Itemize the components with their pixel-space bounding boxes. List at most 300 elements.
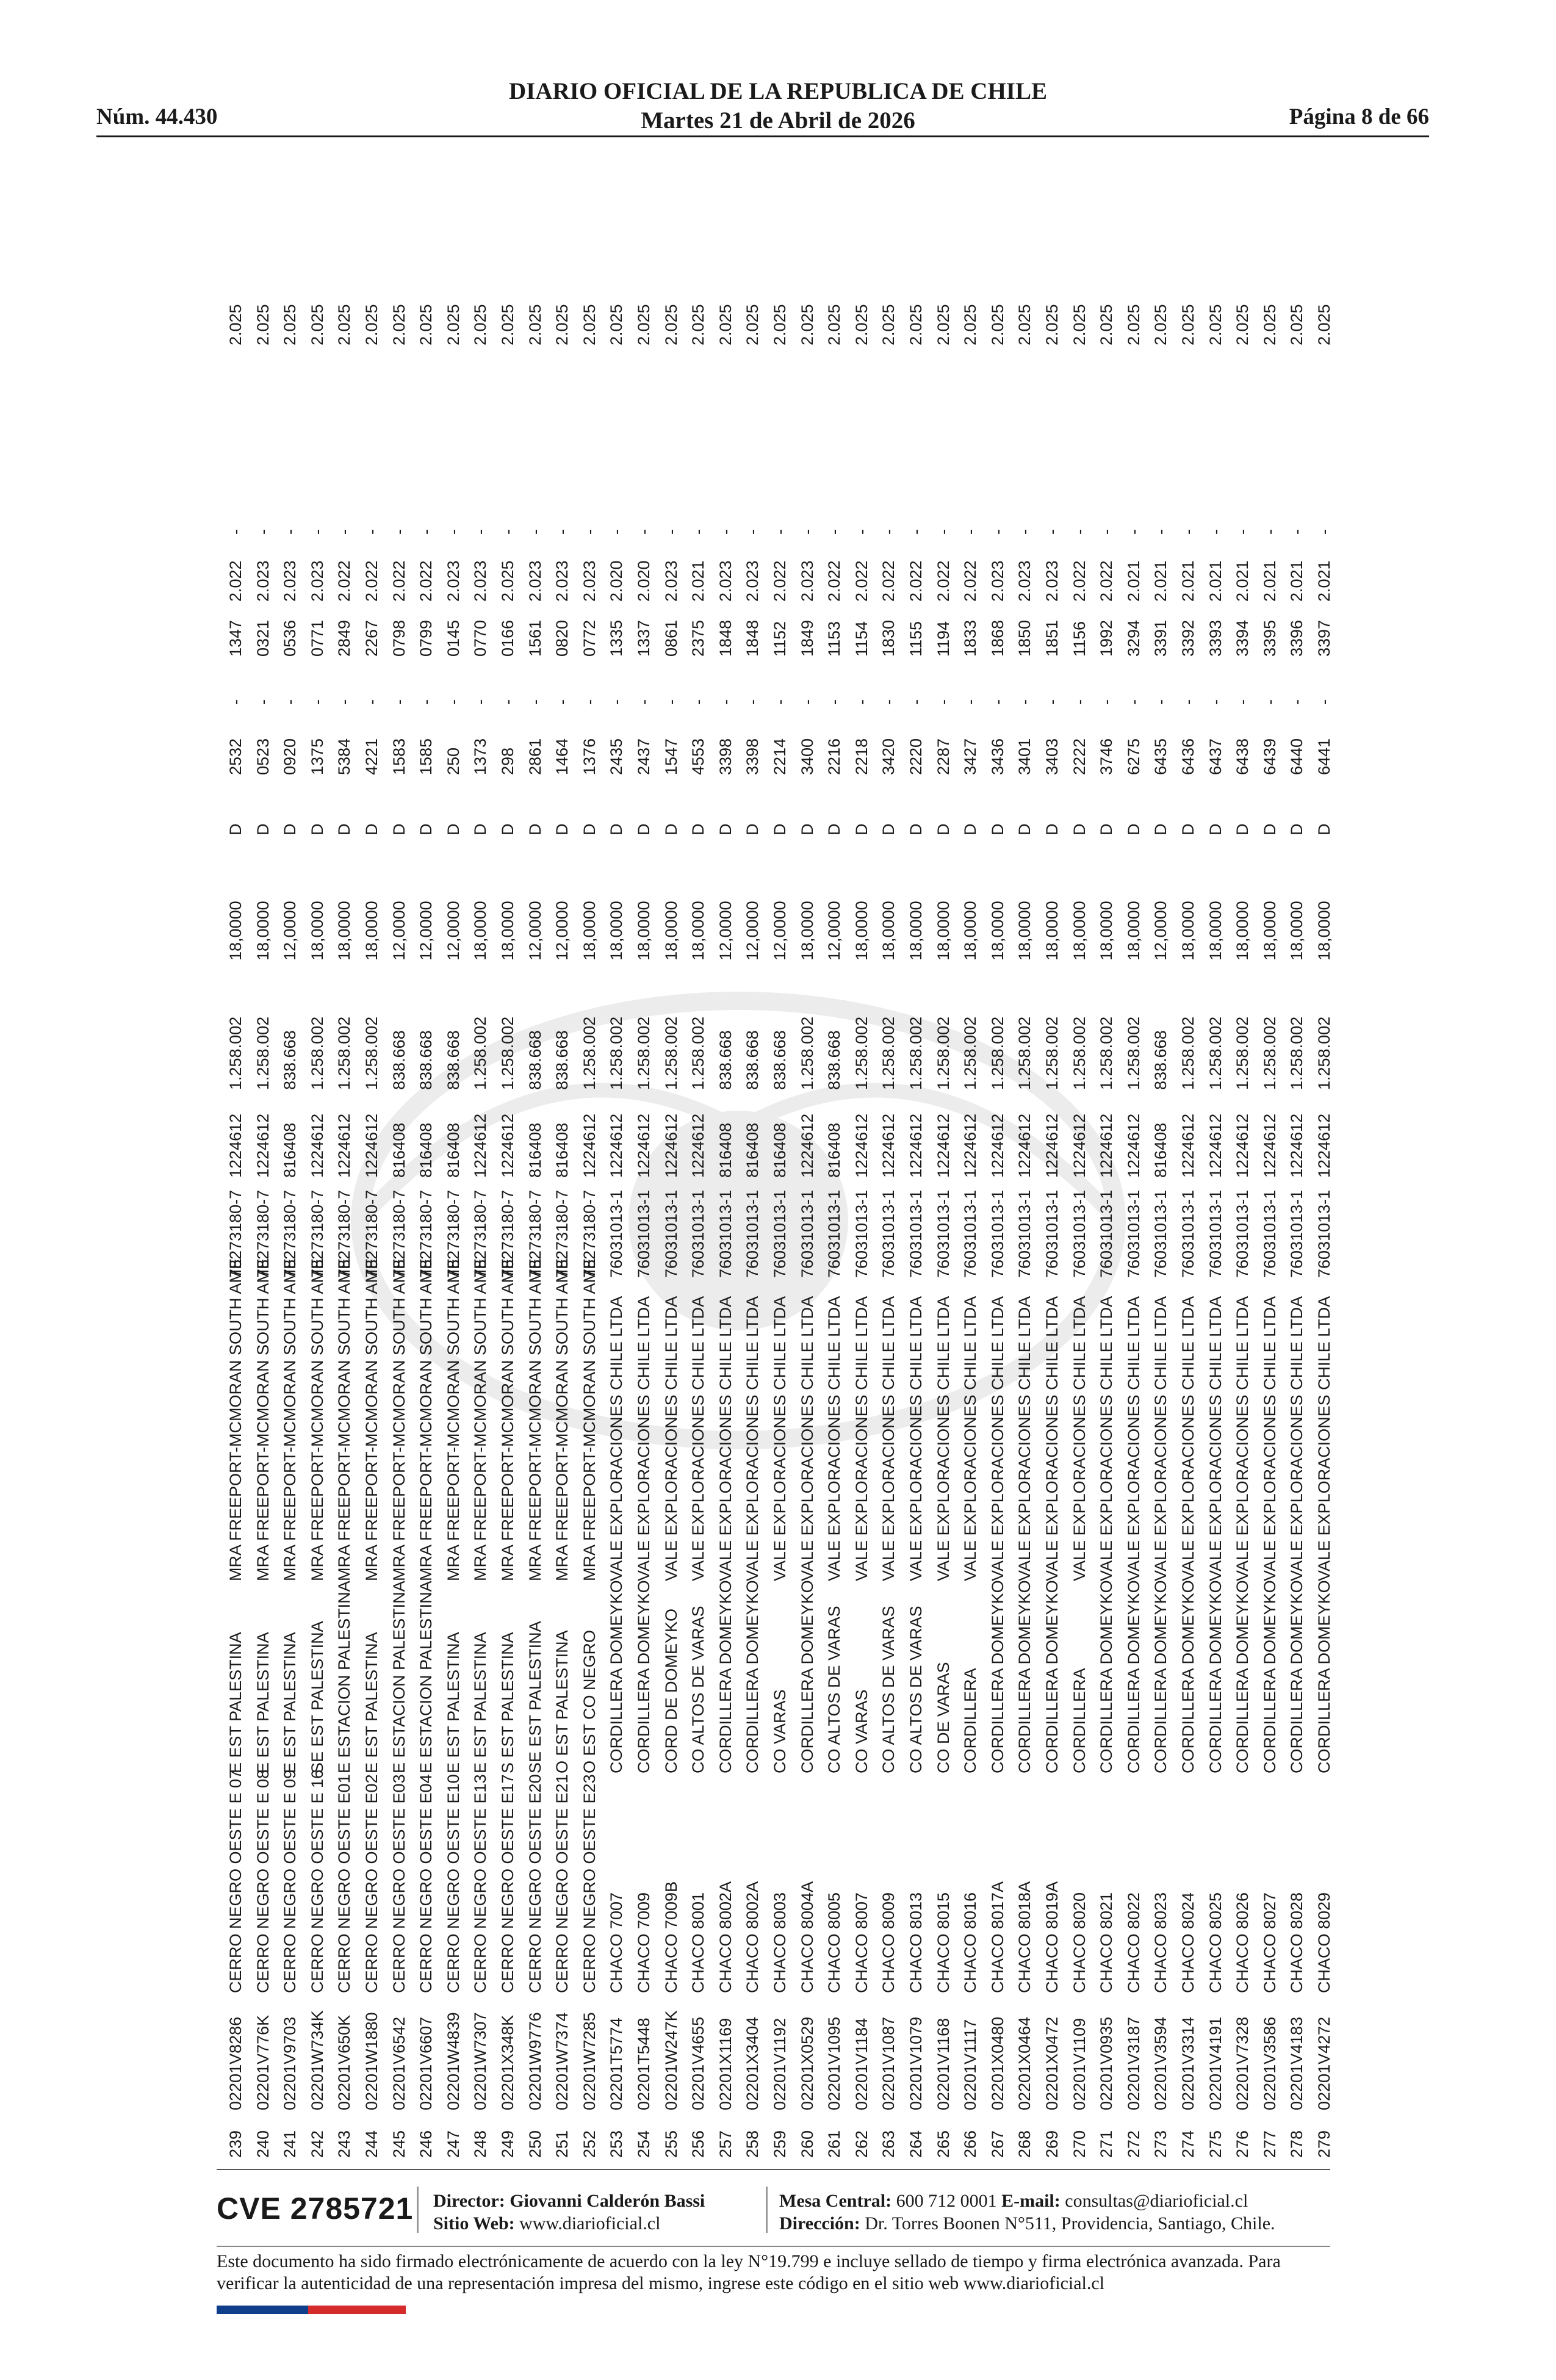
row-number: 247 bbox=[444, 2130, 463, 2158]
cve-code: CVE 2785721 bbox=[217, 2191, 414, 2226]
row-number: 276 bbox=[1233, 2130, 1252, 2158]
table-row bbox=[467, 205, 494, 2158]
record-year: 2.021 bbox=[1206, 560, 1225, 602]
amount-value: 1.258.002 bbox=[335, 1016, 354, 1090]
rol-code: 02201V4655 bbox=[689, 2016, 708, 2110]
dash: - bbox=[417, 699, 436, 705]
record-year: 2.022 bbox=[389, 560, 408, 602]
hectares-value: 1224612 bbox=[308, 1113, 326, 1178]
table-row bbox=[957, 205, 984, 2158]
hectares-value: 816408 bbox=[743, 1122, 762, 1178]
period-year: 2.025 bbox=[226, 304, 245, 345]
location: O EST PALESTINA bbox=[553, 1630, 572, 1773]
type-code: D bbox=[525, 823, 544, 835]
amount-value: 1.258.002 bbox=[661, 1016, 680, 1090]
record-year: 2.023 bbox=[253, 560, 272, 602]
location: SE EST PALESTINA bbox=[525, 1621, 544, 1773]
dash: - bbox=[907, 699, 925, 705]
type-code: D bbox=[362, 823, 381, 835]
owner-rut: 78273180-7 bbox=[499, 1189, 517, 1278]
rate-value: 12,0000 bbox=[553, 901, 572, 961]
director-label: Director: bbox=[433, 2191, 505, 2211]
record-number: 0772 bbox=[580, 619, 599, 657]
director-block bbox=[433, 2190, 705, 2235]
record-number: 3397 bbox=[1315, 619, 1333, 657]
year-number: 6441 bbox=[1315, 738, 1333, 775]
table-row bbox=[903, 205, 929, 2158]
amount-value: 838.668 bbox=[444, 1030, 463, 1090]
concession-name: CHACO 8019A bbox=[1043, 1881, 1061, 1993]
concession-name: CHACO 8029 bbox=[1315, 1892, 1333, 1993]
signature-notice: Este documento ha sido firmado electrónicamente de acuerdo con la ley N°19.799 e incluye sellado de tiempo y firma electrónica avanzada. Para verificar la autenticidad de una representación impresa del mismo, ingrese este código en el sitio web www.diarioficial.cl bbox=[217, 2251, 1281, 2293]
record-year: 2.020 bbox=[635, 560, 653, 602]
record-year: 2.021 bbox=[1260, 560, 1279, 602]
owner-name: MRA FREEPORT-MCMORAN SOUTH AME bbox=[553, 1258, 572, 1581]
rol-code: 02201V1192 bbox=[771, 2018, 789, 2110]
dash: - bbox=[253, 529, 272, 535]
concession-name: CHACO 8023 bbox=[1151, 1892, 1170, 1993]
type-code: D bbox=[499, 823, 517, 835]
record-number: 3294 bbox=[1124, 619, 1143, 657]
owner-name: VALE EXPLORACIONES CHILE LTDA bbox=[1260, 1296, 1279, 1581]
table-row bbox=[1257, 205, 1283, 2158]
amount-value: 838.668 bbox=[825, 1030, 844, 1090]
dash: - bbox=[1070, 699, 1089, 705]
location: E EST PALESTINA bbox=[471, 1632, 490, 1773]
table-row bbox=[603, 205, 630, 2158]
table-row bbox=[849, 205, 875, 2158]
rol-code: 02201V1184 bbox=[852, 2018, 871, 2110]
address-line bbox=[779, 2212, 1275, 2235]
table-row bbox=[304, 205, 331, 2158]
rate-value: 18,0000 bbox=[607, 901, 626, 961]
concession-name: CHACO 8004A bbox=[798, 1881, 816, 1993]
location: CORDILLERA DOMEYKO bbox=[1288, 1580, 1306, 1773]
phone-label: Mesa Central: bbox=[779, 2191, 892, 2211]
amount-value: 838.668 bbox=[743, 1030, 762, 1090]
concession-name: CHACO 8027 bbox=[1260, 1892, 1279, 1993]
table-row bbox=[441, 205, 467, 2158]
rate-value: 18,0000 bbox=[689, 901, 708, 961]
dash: - bbox=[934, 529, 953, 535]
table-row bbox=[1012, 205, 1038, 2158]
amount-value: 1.258.002 bbox=[1206, 1016, 1225, 1090]
dash: - bbox=[798, 529, 816, 535]
owner-name: VALE EXPLORACIONES CHILE LTDA bbox=[1070, 1296, 1089, 1581]
dash: - bbox=[988, 699, 1007, 705]
record-year: 2.022 bbox=[879, 560, 898, 602]
owner-name: MRA FREEPORT-MCMORAN SOUTH AME bbox=[499, 1258, 517, 1581]
owner-rut: 76031013-1 bbox=[635, 1189, 653, 1278]
owner-rut: 76031013-1 bbox=[1179, 1189, 1197, 1278]
owner-name: VALE EXPLORACIONES CHILE LTDA bbox=[798, 1296, 816, 1581]
amount-value: 1.258.002 bbox=[1070, 1016, 1089, 1090]
dash: - bbox=[743, 699, 762, 705]
type-code: D bbox=[961, 823, 980, 835]
year-number: 0523 bbox=[253, 738, 272, 775]
dash: - bbox=[1233, 529, 1252, 535]
dash: - bbox=[499, 699, 517, 705]
year-number: 4221 bbox=[362, 738, 381, 775]
type-code: D bbox=[471, 823, 490, 835]
amount-value: 1.258.002 bbox=[1233, 1016, 1252, 1090]
dash: - bbox=[444, 699, 463, 705]
table-row bbox=[413, 205, 439, 2158]
dash: - bbox=[335, 529, 354, 535]
masthead-title: DIARIO OFICIAL DE LA REPUBLICA DE CHILE bbox=[508, 78, 1047, 104]
type-code: D bbox=[852, 823, 871, 835]
location: CORDILLERA bbox=[961, 1668, 980, 1773]
record-number: 0771 bbox=[308, 619, 326, 657]
amount-value: 838.668 bbox=[525, 1030, 544, 1090]
rol-code: 02201V6542 bbox=[389, 2016, 408, 2110]
rol-code: 02201V9703 bbox=[281, 2016, 300, 2110]
owner-name: VALE EXPLORACIONES CHILE LTDA bbox=[743, 1296, 762, 1581]
year-number: 2532 bbox=[226, 738, 245, 775]
email-link[interactable]: consultas@diarioficial.cl bbox=[1065, 2191, 1248, 2211]
record-year: 2.022 bbox=[362, 560, 381, 602]
director-name: Giovanni Calderón Bassi bbox=[510, 2191, 705, 2211]
concession-name: CERRO NEGRO OESTE E 09 bbox=[281, 1769, 300, 1993]
hectares-value: 1224612 bbox=[689, 1113, 708, 1178]
rol-code: 02201X0529 bbox=[798, 2016, 816, 2110]
record-year: 2.023 bbox=[444, 560, 463, 602]
email-label: E-mail: bbox=[1001, 2191, 1061, 2211]
record-number: 1153 bbox=[825, 621, 844, 657]
rate-value: 18,0000 bbox=[1206, 901, 1225, 961]
location: CORDILLERA DOMEYKO bbox=[1179, 1580, 1197, 1773]
period-year: 2.025 bbox=[1315, 304, 1333, 345]
dash: - bbox=[1015, 699, 1034, 705]
record-number: 1154 bbox=[852, 621, 871, 657]
row-number: 240 bbox=[253, 2130, 272, 2158]
masthead-date: Martes 21 de Abril de 2026 bbox=[641, 107, 915, 134]
rol-code: 02201W7285 bbox=[580, 2012, 599, 2110]
period-year: 2.025 bbox=[253, 304, 272, 345]
concession-name: CHACO 8018A bbox=[1015, 1881, 1034, 1993]
year-number: 6437 bbox=[1206, 738, 1225, 775]
dash: - bbox=[716, 529, 735, 535]
period-year: 2.025 bbox=[607, 304, 626, 345]
rate-value: 18,0000 bbox=[635, 901, 653, 961]
dash: - bbox=[1206, 529, 1225, 535]
rol-code: 02201V6607 bbox=[417, 2016, 436, 2110]
owner-rut: 76031013-1 bbox=[1260, 1189, 1279, 1278]
type-code: D bbox=[825, 823, 844, 835]
record-year: 2.021 bbox=[1151, 560, 1170, 602]
dash: - bbox=[281, 529, 300, 535]
dash: - bbox=[607, 529, 626, 535]
period-year: 2.025 bbox=[553, 304, 572, 345]
location: CORDILLERA bbox=[1070, 1668, 1089, 1773]
year-number: 3398 bbox=[716, 738, 735, 775]
rate-value: 12,0000 bbox=[525, 901, 544, 961]
year-number: 2287 bbox=[934, 738, 953, 775]
location: CO DE VARAS bbox=[934, 1662, 953, 1773]
footer-top-divider bbox=[217, 2169, 1330, 2170]
type-code: D bbox=[389, 823, 408, 835]
type-code: D bbox=[1070, 823, 1089, 835]
rol-code: 02201W7307 bbox=[471, 2012, 490, 2110]
record-number: 1335 bbox=[607, 619, 626, 657]
owner-name: VALE EXPLORACIONES CHILE LTDA bbox=[771, 1296, 789, 1581]
dash: - bbox=[471, 699, 490, 705]
rol-code: 02201V4183 bbox=[1288, 2016, 1306, 2110]
hectares-value: 1224612 bbox=[879, 1113, 898, 1178]
dash: - bbox=[825, 699, 844, 705]
row-number: 239 bbox=[226, 2130, 245, 2158]
record-year: 2.022 bbox=[825, 560, 844, 602]
record-year: 2.025 bbox=[499, 560, 517, 602]
record-year: 2.023 bbox=[716, 560, 735, 602]
location: CO ALTOS DE VARAS bbox=[825, 1606, 844, 1773]
table-row bbox=[277, 205, 303, 2158]
location: CO ALTOS DE VARAS bbox=[879, 1606, 898, 1773]
record-number: 0166 bbox=[499, 619, 517, 657]
rol-code: 02201V3586 bbox=[1260, 2016, 1279, 2110]
period-year: 2.025 bbox=[1179, 304, 1197, 345]
record-number: 1833 bbox=[961, 619, 980, 657]
concession-name: CHACO 7007 bbox=[607, 1892, 626, 1993]
rate-value: 18,0000 bbox=[879, 901, 898, 961]
row-number: 243 bbox=[335, 2130, 354, 2158]
year-number: 250 bbox=[444, 747, 463, 775]
owner-rut: 76031013-1 bbox=[1043, 1189, 1061, 1278]
dash: - bbox=[1043, 529, 1061, 535]
dash: - bbox=[689, 699, 708, 705]
concession-name: CERRO NEGRO OESTE E13 bbox=[471, 1774, 490, 1993]
amount-value: 1.258.002 bbox=[798, 1016, 816, 1090]
year-number: 1373 bbox=[471, 738, 490, 775]
owner-name: VALE EXPLORACIONES CHILE LTDA bbox=[716, 1296, 735, 1581]
hectares-value: 1224612 bbox=[1260, 1113, 1279, 1178]
hectares-value: 1224612 bbox=[335, 1113, 354, 1178]
type-code: D bbox=[879, 823, 898, 835]
type-code: D bbox=[1043, 823, 1061, 835]
rol-code: 02201V3187 bbox=[1124, 2016, 1143, 2110]
location: CORDILLERA DOMEYKO bbox=[1015, 1580, 1034, 1773]
period-year: 2.025 bbox=[1097, 304, 1116, 345]
dash: - bbox=[852, 699, 871, 705]
amount-value: 838.668 bbox=[1151, 1030, 1170, 1090]
amount-value: 838.668 bbox=[417, 1030, 436, 1090]
rate-value: 18,0000 bbox=[1179, 901, 1197, 961]
period-year: 2.025 bbox=[798, 304, 816, 345]
location: E ESTACION PALESTINA bbox=[335, 1581, 354, 1773]
row-number: 265 bbox=[934, 2130, 953, 2158]
period-year: 2.025 bbox=[525, 304, 544, 345]
dash: - bbox=[525, 699, 544, 705]
rate-value: 12,0000 bbox=[389, 901, 408, 961]
row-number: 259 bbox=[771, 2130, 789, 2158]
record-year: 2.021 bbox=[1315, 560, 1333, 602]
owner-rut: 76031013-1 bbox=[1015, 1189, 1034, 1278]
record-year: 2.023 bbox=[525, 560, 544, 602]
type-code: D bbox=[635, 823, 653, 835]
year-number: 3400 bbox=[798, 738, 816, 775]
concession-name: CERRO NEGRO OESTE E01 bbox=[335, 1774, 354, 1993]
concession-name: CERRO NEGRO OESTE E23 bbox=[580, 1774, 599, 1993]
concessions-table bbox=[223, 205, 1337, 2158]
dash: - bbox=[499, 529, 517, 535]
record-year: 2.021 bbox=[1233, 560, 1252, 602]
period-year: 2.025 bbox=[362, 304, 381, 345]
record-number: 0798 bbox=[389, 619, 408, 657]
period-year: 2.025 bbox=[879, 304, 898, 345]
type-code: D bbox=[934, 823, 953, 835]
record-number: 3395 bbox=[1260, 619, 1279, 657]
row-number: 263 bbox=[879, 2130, 898, 2158]
row-number: 267 bbox=[988, 2130, 1007, 2158]
rol-code: 02201V4191 bbox=[1206, 2016, 1225, 2110]
period-year: 2.025 bbox=[1070, 304, 1089, 345]
concession-name: CHACO 8001 bbox=[689, 1892, 708, 1993]
period-year: 2.025 bbox=[689, 304, 708, 345]
table-row bbox=[931, 205, 957, 2158]
amount-value: 1.258.002 bbox=[253, 1016, 272, 1090]
record-number: 1992 bbox=[1097, 619, 1116, 657]
concession-name: CHACO 8021 bbox=[1097, 1892, 1116, 1993]
owner-rut: 76031013-1 bbox=[1233, 1189, 1252, 1278]
period-year: 2.025 bbox=[444, 304, 463, 345]
owner-rut: 76031013-1 bbox=[1124, 1189, 1143, 1278]
year-number: 1376 bbox=[580, 738, 599, 775]
owner-rut: 76031013-1 bbox=[825, 1189, 844, 1278]
record-year: 2.021 bbox=[689, 560, 708, 602]
record-number: 3392 bbox=[1179, 619, 1197, 657]
record-number: 0321 bbox=[253, 619, 272, 657]
amount-value: 1.258.002 bbox=[1043, 1016, 1061, 1090]
row-number: 251 bbox=[553, 2130, 572, 2158]
owner-rut: 76031013-1 bbox=[879, 1189, 898, 1278]
year-number: 0920 bbox=[281, 738, 300, 775]
table-row bbox=[1148, 205, 1174, 2158]
owner-rut: 78273180-7 bbox=[417, 1189, 436, 1278]
owner-name: VALE EXPLORACIONES CHILE LTDA bbox=[852, 1296, 871, 1581]
concession-name: CERRO NEGRO OESTE E 08 bbox=[253, 1769, 272, 1993]
year-number: 2435 bbox=[607, 738, 626, 775]
dash: - bbox=[961, 529, 980, 535]
owner-name: VALE EXPLORACIONES CHILE LTDA bbox=[825, 1296, 844, 1581]
rol-code: 02201W9776 bbox=[525, 2012, 544, 2110]
owner-rut: 78273180-7 bbox=[580, 1189, 599, 1278]
record-year: 2.022 bbox=[934, 560, 953, 602]
dash: - bbox=[1124, 529, 1143, 535]
dash: - bbox=[553, 699, 572, 705]
rol-code: 02201V1109 bbox=[1070, 2018, 1089, 2110]
dash: - bbox=[1206, 699, 1225, 705]
location: CORDILLERA DOMEYKO bbox=[716, 1580, 735, 1773]
owner-rut: 76031013-1 bbox=[689, 1189, 708, 1278]
dash: - bbox=[771, 529, 789, 535]
footer-bottom-divider bbox=[217, 2246, 1330, 2247]
record-year: 2.023 bbox=[1043, 560, 1061, 602]
rate-value: 18,0000 bbox=[1260, 901, 1279, 961]
row-number: 268 bbox=[1015, 2130, 1034, 2158]
period-year: 2.025 bbox=[743, 304, 762, 345]
owner-rut: 78273180-7 bbox=[253, 1189, 272, 1278]
rate-value: 18,0000 bbox=[499, 901, 517, 961]
owner-name: VALE EXPLORACIONES CHILE LTDA bbox=[1015, 1296, 1034, 1581]
dash: - bbox=[471, 529, 490, 535]
location: E EST PALESTINA bbox=[444, 1632, 463, 1773]
row-number: 250 bbox=[525, 2130, 544, 2158]
location: CORDILLERA DOMEYKO bbox=[1315, 1580, 1333, 1773]
year-number: 2218 bbox=[852, 738, 871, 775]
table-row bbox=[1093, 205, 1120, 2158]
year-number: 3746 bbox=[1097, 738, 1116, 775]
owner-rut: 76031013-1 bbox=[988, 1189, 1007, 1278]
hectares-value: 1224612 bbox=[499, 1113, 517, 1178]
year-number: 6439 bbox=[1260, 738, 1279, 775]
contact-block bbox=[779, 2190, 1275, 2235]
owner-name: VALE EXPLORACIONES CHILE LTDA bbox=[1043, 1296, 1061, 1581]
owner-rut: 76031013-1 bbox=[1151, 1189, 1170, 1278]
record-year: 2.023 bbox=[308, 560, 326, 602]
dash: - bbox=[580, 529, 599, 535]
owner-rut: 76031013-1 bbox=[661, 1189, 680, 1278]
hectares-value: 1224612 bbox=[661, 1113, 680, 1178]
table-row bbox=[1067, 205, 1093, 2158]
record-year: 2.023 bbox=[661, 560, 680, 602]
type-code: D bbox=[1015, 823, 1034, 835]
table-row bbox=[359, 205, 385, 2158]
year-number: 3403 bbox=[1043, 738, 1061, 775]
record-year: 2.023 bbox=[553, 560, 572, 602]
record-year: 2.021 bbox=[1179, 560, 1197, 602]
hectares-value: 816408 bbox=[444, 1122, 463, 1178]
dash: - bbox=[1288, 529, 1306, 535]
year-number: 1583 bbox=[389, 738, 408, 775]
year-number: 6275 bbox=[1124, 738, 1143, 775]
type-code: D bbox=[1179, 823, 1197, 835]
dash: - bbox=[281, 699, 300, 705]
type-code: D bbox=[1260, 823, 1279, 835]
rol-code: 02201W1880 bbox=[362, 2012, 381, 2110]
record-number: 2375 bbox=[689, 619, 708, 657]
website-link[interactable]: www.diarioficial.cl bbox=[519, 2213, 661, 2234]
type-code: D bbox=[1315, 823, 1333, 835]
record-year: 2.023 bbox=[798, 560, 816, 602]
dash: - bbox=[389, 699, 408, 705]
table-row bbox=[1175, 205, 1201, 2158]
location: CO VARAS bbox=[852, 1689, 871, 1773]
hectares-value: 1224612 bbox=[852, 1113, 871, 1178]
dash: - bbox=[607, 699, 626, 705]
row-number: 269 bbox=[1043, 2130, 1061, 2158]
record-year: 2.023 bbox=[1015, 560, 1034, 602]
hectares-value: 1224612 bbox=[635, 1113, 653, 1178]
location: CO VARAS bbox=[771, 1689, 789, 1773]
record-number: 0861 bbox=[661, 619, 680, 657]
amount-value: 1.258.002 bbox=[879, 1016, 898, 1090]
dash: - bbox=[1015, 529, 1034, 535]
dash: - bbox=[635, 529, 653, 535]
website-line bbox=[433, 2212, 705, 2235]
hectares-value: 1224612 bbox=[907, 1113, 925, 1178]
record-number: 3394 bbox=[1233, 619, 1252, 657]
record-number: 1155 bbox=[907, 621, 925, 657]
footer-separator bbox=[417, 2187, 419, 2233]
period-year: 2.025 bbox=[1015, 304, 1034, 345]
dash: - bbox=[362, 529, 381, 535]
rol-code: 02201V1117 bbox=[961, 2019, 980, 2110]
rate-value: 18,0000 bbox=[580, 901, 599, 961]
row-number: 279 bbox=[1315, 2130, 1333, 2158]
owner-rut: 76031013-1 bbox=[1206, 1189, 1225, 1278]
amount-value: 1.258.002 bbox=[1015, 1016, 1034, 1090]
record-number: 1848 bbox=[716, 619, 735, 657]
